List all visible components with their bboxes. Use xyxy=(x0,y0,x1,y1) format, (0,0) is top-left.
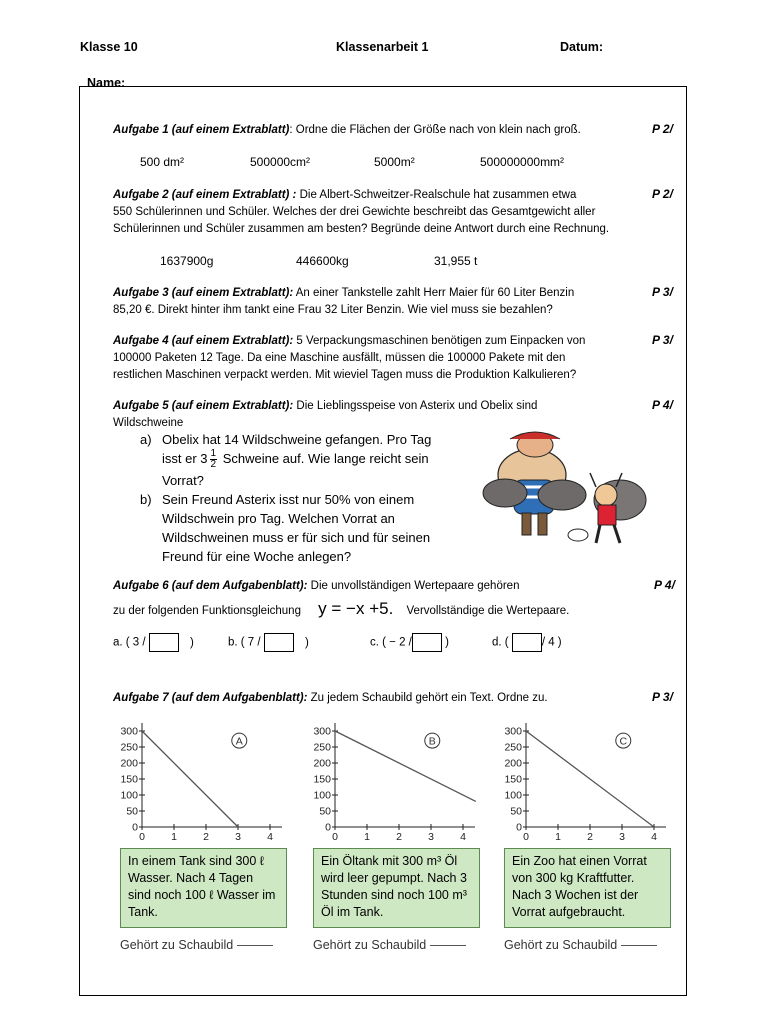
task7-points: P 3/ xyxy=(652,690,673,704)
task6-line2 xyxy=(113,600,673,620)
x-tick-label: 3 xyxy=(428,831,434,840)
pair-b-post: ) xyxy=(305,636,309,649)
series-line xyxy=(526,731,654,827)
task2-label: Aufgabe 2 (auf einem Extrablatt) : xyxy=(113,189,297,201)
y-tick-label: 300 xyxy=(120,725,138,738)
series-line xyxy=(335,731,476,801)
task2-points: P 2/ xyxy=(652,187,673,201)
task4-line: restlichen Maschinen verpackt werden. Mit wieviel Tagen muss die Produktion Kalkulieren? xyxy=(113,369,577,381)
pair-a-post: ) xyxy=(190,636,194,649)
y-tick-label: 250 xyxy=(313,741,331,754)
x-tick-label: 2 xyxy=(203,831,209,840)
x-tick-label: 1 xyxy=(171,831,177,840)
pair-b-pre: b. ( 7 / xyxy=(228,636,261,649)
x-tick-label: 4 xyxy=(267,831,273,840)
pair-b-input[interactable] xyxy=(264,633,294,652)
task5-a-text xyxy=(162,430,472,490)
task5-b-line: Wildschweinen muss er für sich und für seinen xyxy=(162,530,431,545)
fraction-denominator: 2 xyxy=(210,459,217,471)
task2-value: 31,955 t xyxy=(434,254,478,268)
task5-a-line: isst er 3 xyxy=(162,451,208,466)
task6-line: Vervollständige die Wertepaare. xyxy=(406,605,570,617)
y-tick-label: 300 xyxy=(504,725,522,738)
task6-line: zu der folgenden Funktionsgleichung xyxy=(113,605,301,617)
y-tick-label: 100 xyxy=(120,789,138,802)
task1-text xyxy=(113,122,643,139)
y-tick-label: 100 xyxy=(313,789,331,802)
task5-b-line: Freund für eine Woche anlegen? xyxy=(162,549,352,564)
chart-a xyxy=(112,722,287,840)
chart-label: C xyxy=(619,735,628,748)
task5-a-line: Schweine auf. Wie lange reicht sein xyxy=(219,451,429,466)
task1-body: : Ordne die Flächen der Größe nach von klein nach groß. xyxy=(289,124,581,136)
pair-d xyxy=(492,633,562,652)
belongs-label: Gehört zu Schaubild xyxy=(504,938,618,952)
answer-line[interactable] xyxy=(621,945,657,946)
pair-d-pre: d. ( xyxy=(492,636,509,649)
task5-a-line: Obelix hat 14 Wildschweine gefangen. Pro Tag xyxy=(162,432,432,447)
task1-value: 5000m² xyxy=(374,155,415,169)
date-label: Datum: xyxy=(560,40,604,54)
task1-value: 500 dm² xyxy=(140,155,185,169)
y-tick-label: 100 xyxy=(504,789,522,802)
exam-title: Klassenarbeit 1 xyxy=(336,40,429,54)
task7-body: Zu jedem Schaubild gehört ein Text. Ordne zu. xyxy=(307,692,548,704)
x-tick-label: 1 xyxy=(555,831,561,840)
task5-a-line: Vorrat? xyxy=(162,473,204,488)
y-tick-label: 250 xyxy=(504,741,522,754)
y-tick-label: 150 xyxy=(504,773,522,786)
x-tick-label: 0 xyxy=(139,831,145,840)
task5-label: Aufgabe 5 (auf einem Extrablatt): xyxy=(113,400,294,412)
text-box-1: In einem Tank sind 300 ℓ Wasser. Nach 4 Tagen sind noch 100 ℓ Wasser im Tank. xyxy=(120,848,287,928)
belongs-label: Gehört zu Schaubild xyxy=(313,938,427,952)
task1-label: Aufgabe 1 (auf einem Extrablatt) xyxy=(113,124,290,136)
y-tick-label: 50 xyxy=(126,805,138,818)
x-tick-label: 4 xyxy=(460,831,466,840)
y-tick-label: 0 xyxy=(132,821,138,834)
pair-c-pre: c. ( − 2 / xyxy=(370,636,412,649)
task3-line: An einer Tankstelle zahlt Herr Maier für 60 Liter Benzin xyxy=(293,287,575,299)
pair-c-input[interactable] xyxy=(412,633,442,652)
task2-line: 550 Schülerinnen und Schüler. Welches der drei Gewichte beschreibt das Gesamtgewicht aller xyxy=(113,206,596,218)
pair-d-input[interactable] xyxy=(512,633,542,652)
task4-label: Aufgabe 4 (auf einem Extrablatt): xyxy=(113,335,294,347)
chart-c xyxy=(496,722,671,840)
y-tick-label: 50 xyxy=(510,805,522,818)
task2-value: 446600kg xyxy=(296,254,349,268)
task6-line: Die unvollständigen Wertepaare gehören xyxy=(307,580,520,592)
x-tick-label: 0 xyxy=(523,831,529,840)
series-line xyxy=(142,731,238,827)
task5-b-line: Wildschwein pro Tag. Welchen Vorrat an xyxy=(162,511,395,526)
task5-b-marker: b) xyxy=(140,492,152,507)
pair-c xyxy=(370,633,449,652)
x-tick-label: 3 xyxy=(619,831,625,840)
asterix-obelix-illustration xyxy=(470,425,670,550)
task3-points: P 3/ xyxy=(652,285,673,299)
y-tick-label: 150 xyxy=(313,773,331,786)
belongs-to-2 xyxy=(313,938,466,952)
task6-text xyxy=(113,578,633,595)
chart-b xyxy=(305,722,480,840)
task5-line: Die Lieblingsspeise von Asterix und Obelix sind xyxy=(293,400,538,412)
belongs-to-3 xyxy=(504,938,657,952)
pair-c-post: ) xyxy=(445,636,449,649)
pair-d-post: / 4 ) xyxy=(541,636,562,649)
task7-label: Aufgabe 7 (auf dem Aufgabenblatt): xyxy=(113,692,308,704)
y-tick-label: 0 xyxy=(325,821,331,834)
text-box-3: Ein Zoo hat einen Vorrat von 300 kg Kraftfutter. Nach 3 Wochen ist der Vorrat aufgebraucht. xyxy=(504,848,671,928)
task2-line: Die Albert-Schweitzer-Realschule hat zusammen etwa xyxy=(296,189,577,201)
chart-label: A xyxy=(235,735,243,748)
task3-text xyxy=(113,285,673,319)
y-tick-label: 0 xyxy=(516,821,522,834)
text-box-2: Ein Öltank mit 300 m³ Öl wird leer gepumpt. Nach 3 Stunden sind noch 100 m³ Öl im Tank. xyxy=(313,848,480,928)
fraction-numerator: 1 xyxy=(210,448,217,460)
y-tick-label: 250 xyxy=(120,741,138,754)
task6-points: P 4/ xyxy=(654,578,675,592)
y-tick-label: 200 xyxy=(504,757,522,770)
task5-b-text xyxy=(162,490,472,566)
task5-a-marker: a) xyxy=(140,432,152,447)
pair-a-pre: a. ( 3 / xyxy=(113,636,146,649)
task3-line: 85,20 €. Direkt hinter ihm tankt eine Frau 32 Liter Benzin. Wie viel muss sie bezahlen? xyxy=(113,304,553,316)
task1-value: 500000cm² xyxy=(250,155,311,169)
x-tick-label: 3 xyxy=(235,831,241,840)
fraction-one-half xyxy=(210,449,218,470)
x-tick-label: 0 xyxy=(332,831,338,840)
task5-points: P 4/ xyxy=(652,398,673,412)
task2-line: Schülerinnen und Schüler zusammen am besten? Begründe deine Antwort durch eine Rechnung. xyxy=(113,223,610,235)
answer-line[interactable] xyxy=(237,945,273,946)
task2-text xyxy=(113,187,683,238)
y-tick-label: 50 xyxy=(319,805,331,818)
pair-a xyxy=(113,633,194,652)
y-tick-label: 200 xyxy=(120,757,138,770)
function-equation: y = −x +5. xyxy=(318,599,394,618)
task4-line: 100000 Paketen 12 Tage. Da eine Maschine ausfällt, müssen die 100000 Pakete mit den xyxy=(113,352,566,364)
answer-line[interactable] xyxy=(430,945,466,946)
name-label: Name: xyxy=(87,76,126,90)
belongs-label: Gehört zu Schaubild xyxy=(120,938,234,952)
y-tick-label: 150 xyxy=(120,773,138,786)
y-tick-label: 300 xyxy=(313,725,331,738)
task5-line: Wildschweine xyxy=(113,417,184,429)
task4-points: P 3/ xyxy=(652,333,673,347)
task4-text xyxy=(113,333,673,384)
x-tick-label: 1 xyxy=(364,831,370,840)
belongs-to-1 xyxy=(120,938,273,952)
pair-b xyxy=(228,633,309,652)
pair-a-input[interactable] xyxy=(149,633,179,652)
task2-value: 1637900g xyxy=(160,254,214,268)
task6-label: Aufgabe 6 (auf dem Aufgabenblatt): xyxy=(113,580,308,592)
task7-text xyxy=(113,690,633,707)
x-tick-label: 2 xyxy=(396,831,402,840)
y-tick-label: 200 xyxy=(313,757,331,770)
chart-label: B xyxy=(428,735,436,748)
task4-line: 5 Verpackungsmaschinen benötigen zum Einpacken von xyxy=(293,335,586,347)
task5-b-line: Sein Freund Asterix isst nur 50% von einem xyxy=(162,492,415,507)
x-tick-label: 2 xyxy=(587,831,593,840)
task1-points: P 2/ xyxy=(652,122,673,136)
x-tick-label: 4 xyxy=(651,831,657,840)
class-label: Klasse 10 xyxy=(80,40,138,54)
task3-label: Aufgabe 3 (auf einem Extrablatt): xyxy=(113,287,294,299)
task1-value: 500000000mm² xyxy=(480,155,565,169)
